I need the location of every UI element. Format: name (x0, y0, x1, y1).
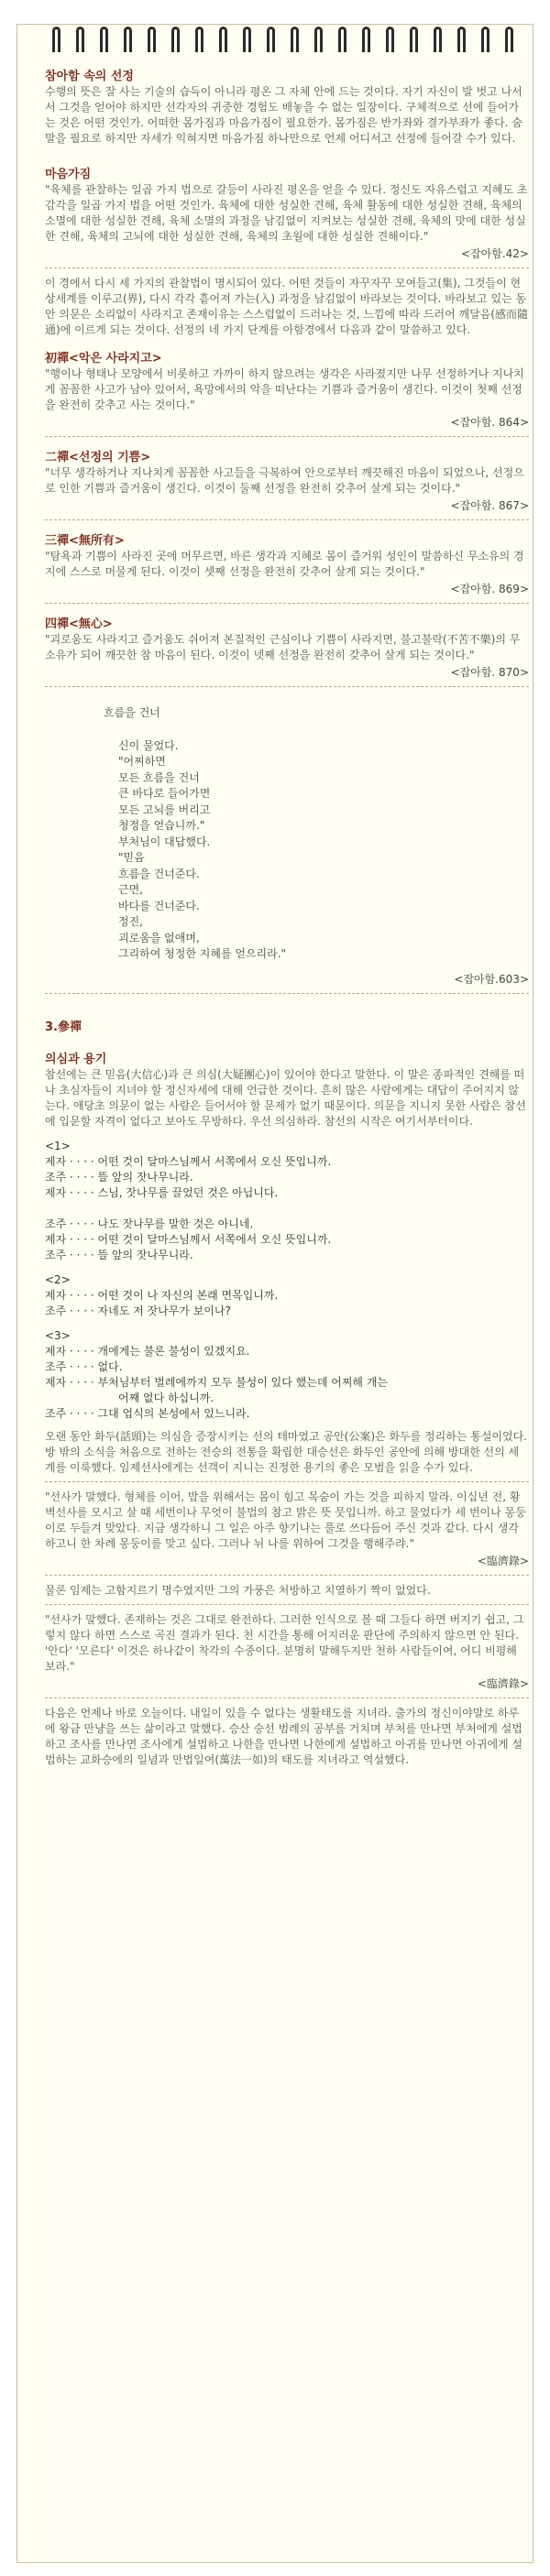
dialogue-line: 조주 · · · · 뜰 앞의 잣나무니라. (45, 1248, 193, 1261)
ring (243, 27, 251, 52)
section-heading: 三禪<無所有> (45, 534, 125, 548)
citation: <잡아함. 870> (450, 666, 529, 679)
poem-line: 큰 바다로 들어가면 (118, 787, 211, 800)
citation: <잡아함. 867> (450, 499, 529, 512)
divider (45, 1697, 529, 1698)
paragraph: 오랜 동안 화두(話頭)는 의심을 증장시키는 선의 테마였고 공안(公案)은 화두를 정리하는 통설이었다. 방 밖의 소식을 처음으로 전하는 전승의 전통을 확립한 대승선은 화두인 공안에 의해 방대한 선의 세계를 이룩했다. 임제선사에게는 선객이 지니는 진정한 용기의 좋은 모범을 읽을 수가 있다. (45, 1429, 528, 1474)
section-heading: 初禪<악은 사라지고> (45, 352, 162, 366)
ring (148, 27, 156, 52)
citation: <잡아함. 864> (450, 416, 529, 429)
citation: <잡아함.603> (454, 972, 529, 986)
poem-line: 괴로움을 없애며, (118, 931, 200, 944)
ring (457, 27, 466, 52)
chapter-heading: 3.參禪 (45, 1020, 82, 1034)
ring (76, 27, 84, 52)
section-heading: 二禪<선정의 기쁨> (45, 451, 151, 464)
poem-line: "믿음 (118, 851, 145, 864)
quote: "탐욕과 기쁨이 사라진 곳에 머무르면, 바른 생각과 지혜로 몸이 즐거워 성인이 말씀하신 무소유의 경지에 스스로 머물게 된다. 이것이 셋째 선정을 완전히 갖추어 살게 되는 것이다." (45, 550, 524, 578)
ring (338, 27, 346, 52)
poem-line: 정진, (118, 915, 143, 928)
dialogue-line: 조주 · · · · 자네도 저 잣나무가 보이나? (45, 1304, 231, 1317)
section-heading: 의심과 용기 (45, 1052, 107, 1066)
poem-line: 바다를 건너준다. (118, 899, 200, 912)
dialogue-label: <1> (45, 1139, 71, 1152)
quote: "육체를 관찰하는 일곱 가지 법으로 갈등이 사라진 평온을 얻을 수 있다. 정신도 자유스럽고 지혜도 초감각을 일곱 가지 법을 어떤 것인가. 육체에 대한 성실한 견해, 육체 활동에 대한 성실한 견해, 육체의 소멸에 대한 성실한 견해, 육체 소멸의 과정을 남김없이 지켜보는 성실한 견해, 육체의 맛에 대한 성실한 견해, 육체의 고뇌에 대한 성실한 견해, 육체의 초월에 대한 성실한 견해이다." (45, 183, 528, 243)
ring (434, 27, 442, 52)
ring (291, 27, 299, 52)
dialogue-line: 제자 · · · · 어떤 것이 달마스님께서 서쪽에서 오신 뜻입니까. (45, 1232, 332, 1246)
divider (45, 1481, 529, 1482)
dialogue-label: <3> (45, 1328, 71, 1342)
paragraph: 수행의 뜻은 잘 사는 기술의 습득이 아니라 평온 그 자체 안에 드는 것이다. 자기 자신이 발 벗고 나서서 그것을 얻어야 하지만 선각자의 귀중한 경험도 배놓을 수 없는 일장이다. 구체적으로 선에 들어가는 것은 어떤 것인가. 어떠한 몸가짐과 마음가짐이 필요한가. 몸가짐은 반가좌와 결가부좌가 좋다. 숨말을 필요로 하지만 자세가 익혀지면 마음가짐 하나만으로 언제 어디서고 선정에 들어갈 수가 있다. (45, 85, 522, 145)
ring (52, 27, 60, 52)
dialogue-line: 제자 · · · · 부처님부터 벌레에까지 모두 불성이 있다 했는데 어찌해 개는 (45, 1375, 389, 1389)
poem-line: 모든 고뇌를 버리고 (118, 802, 211, 816)
ring (267, 27, 275, 52)
dialogue-line: 조주 · · · · 그대 업식의 본성에서 있느니라. (45, 1406, 250, 1420)
ring (410, 27, 418, 52)
poem-line: 흐름을 건너준다. (118, 867, 200, 880)
citation: <臨濟錄> (477, 1676, 529, 1690)
spiral-binding (52, 25, 533, 58)
citation: <잡아함.42> (461, 247, 529, 260)
dialogue-line: 조주 · · · · 나도 잣나무를 말한 것은 아니네. (45, 1217, 254, 1230)
poem (104, 705, 529, 963)
poem-line: 청정을 얻습니까." (118, 819, 205, 832)
paragraph: 참선에는 큰 믿음(大信心)과 큰 의심(大疑團心)이 있어야 한다고 말한다. 이 말은 종파적인 견해를 떠나 초심자들이 지녀야 할 정신자세에 대해 언급한 것이다. 흔히 많은 사람에게는 대답이 주어지지 않는다. 애당초 의문이 없는 사람은 들어서야 할 문제가 없기 때문이다. 의문을 지니지 못한 사람은 참선에 입문할 자격이 없다고 보아도 무방하다. 우선 의심하라. 참선의 시작은 여기서부터이다. (45, 1067, 526, 1128)
dialogue-line: 제자 · · · · 개에게는 불론 불성이 있겠지요. (45, 1344, 250, 1358)
poem-line: 신이 물었다. (118, 738, 179, 752)
divider (45, 519, 529, 520)
quote: "너무 생각하거나 지나치게 꼼꼼한 사고들을 극복하여 안으로부터 깨끗해진 마음이 되었으나, 선정으로 인한 기쁨과 즐거움이 생긴다. 이것이 둘째 선정을 완전히 갖추어 살게 되는 것이다." (45, 466, 524, 495)
dialogue-line: 제자 · · · · 스님, 잣나무를 끌었던 것은 아닙니다. (45, 1185, 279, 1199)
dialogue-line: 조주 · · · · 없다. (45, 1359, 123, 1373)
poem-line: 부처님이 대답했다. (118, 835, 211, 848)
quote: "괴로움도 사라지고 즐거움도 쉬어져 본질적인 근심이나 기쁨이 사라지면, 불고불락(不苦不樂)의 무소유가 되어 깨끗한 참 마음이 된다. 이것이 넷째 선정을 완전히 갖추어 살게 되는 것이다." (45, 633, 521, 661)
ring (195, 27, 204, 52)
divider (45, 1575, 529, 1576)
quote: "행이나 형태나 모양에서 비롯하고 가까이 하지 않으려는 생각은 사라졌지만 나무 선정하거나 지나치게 꼼꼼한 사고가 남아 있어서, 욕망에서의 악을 떠난다는 기쁨과 즐거움이 생긴다. 이것이 첫째 선정을 완전히 갖추고 사는 것이다." (45, 367, 524, 411)
dialogue-block (45, 1272, 529, 1319)
section-heading: 四禪<無心> (45, 617, 113, 631)
citation: <臨濟錄> (477, 1554, 529, 1567)
document-content (45, 69, 529, 1768)
ring (314, 27, 323, 52)
ring (124, 27, 132, 52)
poem-line: 그리하여 청정한 지혜를 얻으리라." (118, 947, 287, 960)
divider (45, 267, 529, 268)
dialogue-line: 제자 · · · · 어떤 것이 나 자신의 본래 면목입니까. (45, 1288, 279, 1302)
dialogue-line (45, 1201, 529, 1217)
ring (386, 27, 394, 52)
paragraph: 물론 임제는 고함지르기 명수였지만 그의 가풍은 처방하고 치열하기 짝이 없었다. (45, 1583, 431, 1597)
ring (219, 27, 227, 52)
dialogue-block (45, 1139, 529, 1263)
poem-line: 모든 흐름을 건너 (118, 770, 200, 784)
paragraph: 이 경에서 다시 세 가지의 관찰법이 명시되어 있다. 어떤 것들이 자꾸자꾸 모여들고(集), 그것들이 현상세계를 이루고(界), 다시 각각 흩어져 가는(入) 과정을 남김없이 바라보는 것이다. 바라보고 있는 동안 의문은 소리없이 사라지고 존재이유는 스스럽없이 드러나는 것, 느낌에 따라 드러어 깨달음(感而隨通)에 이르게 되는 것이다. 선정의 네 가지 단계를 아함경에서 다음과 같이 말씀하고 있다. (45, 277, 528, 336)
paragraph: 다음은 언제나 바로 오늘이다. 내일이 있을 수 없다는 생활태도를 지녀라. 출가의 정신이야말로 하루에 왕금 만냥을 쓰는 삶이라고 말했다. 승산 숭선 범례의 공부를 거치며 부처를 만나면 부처에게 설법하고 조사를 만나면 조사에게 설법하고 나한을 만나면 나한에게 설법하고 아귀를 만나면 아귀에게 설법하는 교화승에의 일념과 만법일여(萬法一如)의 태도를 지녀라고 역설했다. (45, 1706, 523, 1766)
ring (100, 27, 108, 52)
citation: <잡아함. 869> (450, 583, 529, 595)
dialogue-block (45, 1328, 529, 1422)
quote: "선사가 말했다. 존재하는 것은 그대로 완전하다. 그러한 인식으로 볼 때 그들다 하면 버지기 쉽고, 그렇지 않다 하면 스스로 곡진 결과가 된다. 천 시간을 통해 어지러운 판단에 주의하지 않으면 안 된다. '안다' '모른다' 이것은 하나같이 착각의 수중이다. 분명히 말해두지만 천하 사람들이여, 어디 비평해 보라." (45, 1612, 524, 1673)
ring (362, 27, 370, 52)
divider (45, 686, 529, 687)
section-heading: 참아함 속의 선정 (45, 70, 134, 83)
divider (45, 1604, 529, 1605)
poem-line: "어찌하면 (118, 755, 166, 768)
dialogue-line: 조주 · · · · 뜰 앞의 잣나무니라. (45, 1170, 193, 1184)
divider (45, 603, 529, 604)
dialogue-line: 제자 · · · · 어떤 것이 달마스님께서 서쪽에서 오신 뜻입니까. (45, 1154, 332, 1168)
notebook-page (16, 24, 534, 2563)
divider (45, 436, 529, 437)
poem-title: 흐름을 건너 (104, 706, 160, 719)
dialogue-line: 어째 없다 하십니까. (118, 1391, 214, 1404)
ring (171, 27, 180, 52)
ring (481, 27, 490, 52)
quote: "선사가 말했다. 형체를 이어, 밥을 위해서는 몸이 힘고 목숨이 가는 것을 피하지 말라. 이십년 전, 황벽선사를 모시고 살 때 세번이나 무엇이 불법의 참고 밝은 뜻 뭇입니까. 하고 물었다가 세 번이나 몽둥이로 두들겨 맞았다. 지금 생각하니 그 일은 아주 향기나는 풀로 쓰다듬어 주신 것과 같다. 다시 생각하고니 한 차례 몽둥이를 맞고 싶다. 그러나 뉘 나를 위하여 그것을 행해주랴." (45, 1490, 526, 1550)
divider (45, 993, 529, 994)
section-heading: 마음가짐 (45, 168, 92, 181)
poem-line: 근면, (118, 883, 143, 896)
dialogue-label: <2> (45, 1272, 71, 1286)
ring (505, 27, 513, 52)
